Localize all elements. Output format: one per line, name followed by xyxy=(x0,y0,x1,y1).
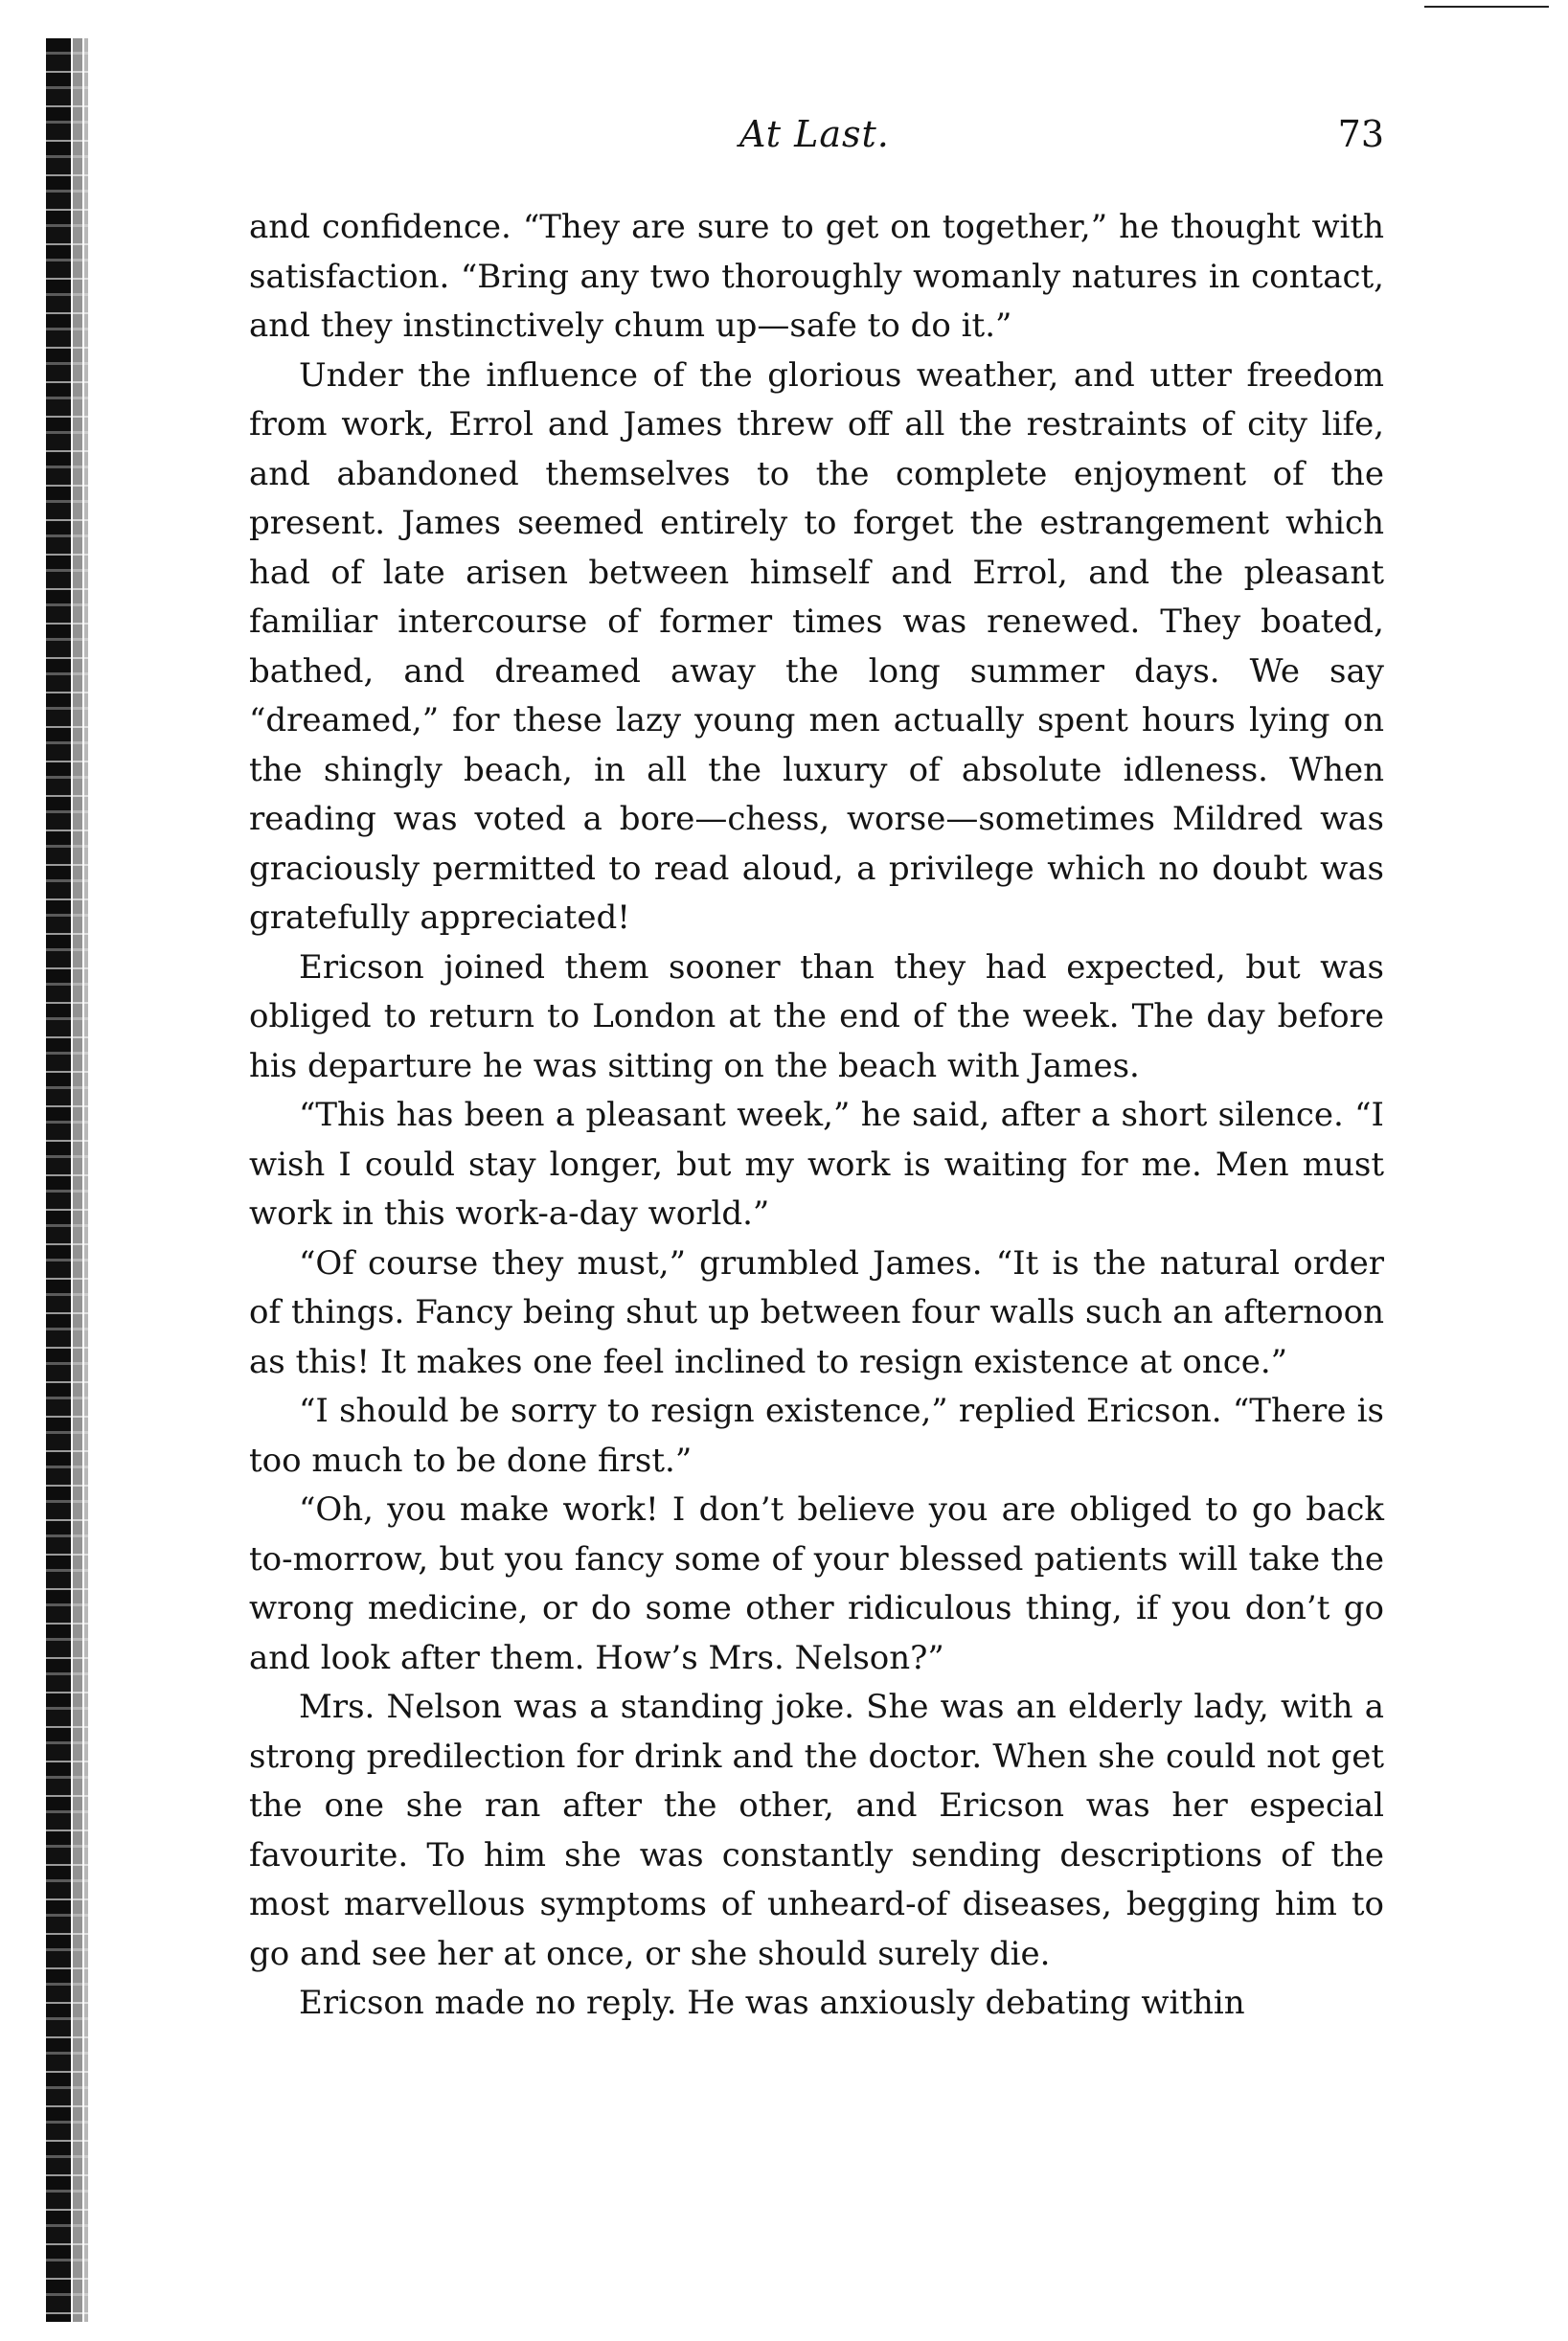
binding-shadow xyxy=(46,38,71,2322)
paragraph-3: Ericson joined them sooner than they had expected, but was obliged to return to London at the end of the week. The day before his departure he was sitting on the beach with James. xyxy=(249,947,1384,1085)
paragraph-5: “Of course they must,” grumbled James. “It is the natural order of things. Fancy being shut up between four walls such an afternoon as this! It makes one feel inclined to resign existence at once.” xyxy=(249,1243,1384,1381)
paragraph-8: Mrs. Nelson was a standing joke. She was an elderly lady, with a strong predilection for drink and the doctor. When she could not get the one she ran after the other, and Ericson was her especial favourite. To him she was constantly sending descriptions of the most marvellous symptoms of unheard-of diseases, begging him to go and see her at once, or she should surely die. xyxy=(249,1688,1384,1973)
paragraph-1: and confidence. “They are sure to get on together,” he thought with satisfaction. “Bring any two thoroughly womanly natures in contact, and they instinctively chum up—safe to do it.” xyxy=(249,208,1384,345)
scanned-binding-edge xyxy=(0,0,134,2341)
page-body xyxy=(249,203,1384,2029)
running-head xyxy=(249,113,1384,170)
paragraph-9: Ericson made no reply. He was anxiously debating within xyxy=(299,1984,1245,2022)
scan-edge-line xyxy=(1424,6,1549,8)
paragraph-4: “This has been a pleasant week,” he said, after a short silence. “I wish I could stay longer, but my work is waiting for me. Men must work in this work-a-day world.” xyxy=(249,1096,1384,1233)
page-number: 73 xyxy=(1337,113,1384,155)
paragraph-2: Under the influence of the glorious weather, and utter freedom from work, Errol and James threw off all the restraints of city life, and abandoned themselves to the complete enjoyment of the present. James seemed entirely to forget the estrangement which had of late arisen between himself and Errol, and the pleasant familiar intercourse of former times was renewed. They boated, bathed, and dreamed away the long summer days. We say “dreamed,” for these lazy young men actually spent hours lying on the shingly beach, in all the luxury of absolute idleness. When reading was voted a bore—chess, worse—sometimes Mildred was graciously permitted to read aloud, a privilege which no doubt was gratefully appreciated! xyxy=(249,355,1384,937)
running-title: At Last. xyxy=(739,113,890,155)
paragraph-7: “Oh, you make work! I don’t believe you are obliged to go back to-morrow, but you fancy some of your blessed patients will take the wrong medicine, or do some other ridiculous thing, if you don’t go and look after them. How’s Mrs. Nelson?” xyxy=(249,1490,1384,1677)
binding-shadow-faintest xyxy=(84,38,88,2322)
binding-shadow-faint xyxy=(73,38,82,2322)
paragraph-6: “I should be sorry to resign existence,” replied Ericson. “There is too much to be done first.” xyxy=(249,1392,1384,1480)
